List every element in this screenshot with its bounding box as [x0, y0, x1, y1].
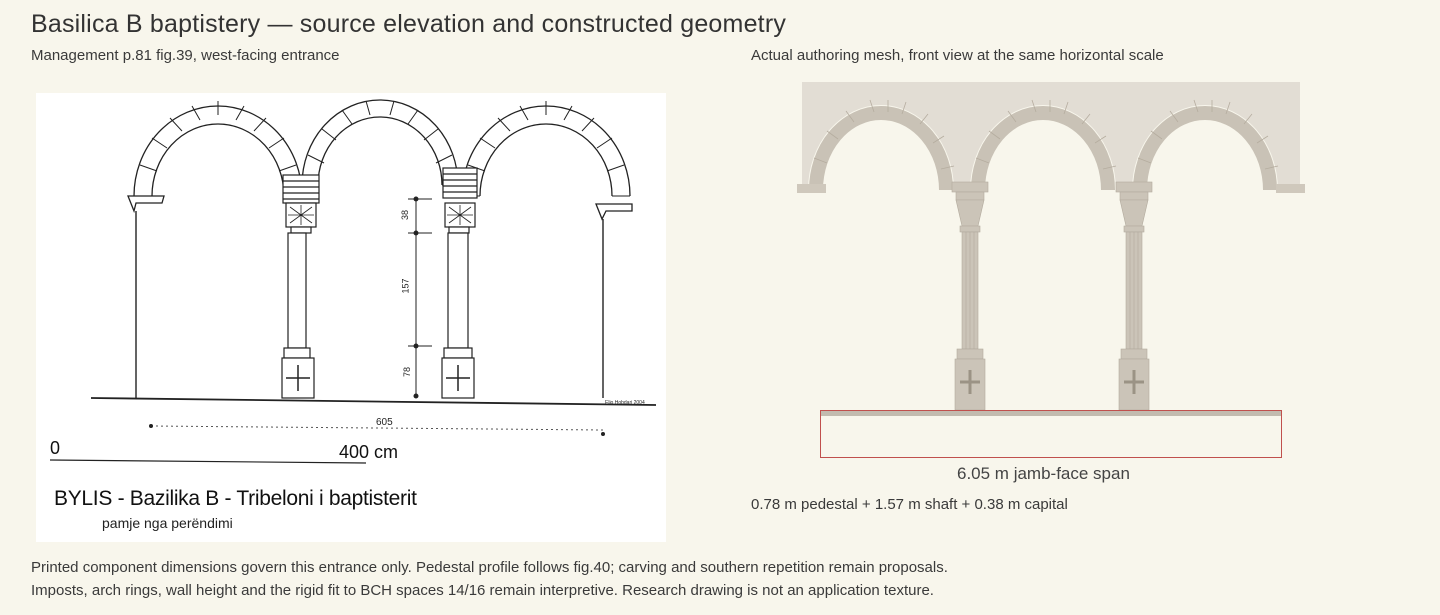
authoring-mesh-render: [790, 78, 1310, 463]
footer-note: [31, 556, 948, 602]
mesh-caption: Actual authoring mesh, front view at the same horizontal scale: [751, 47, 1164, 64]
imposts: [128, 196, 632, 219]
ground-line: [91, 398, 656, 405]
footer-line-1: Printed component dimensions govern this entrance only. Pedestal profile follows fig.40; carving and southern repetition remain proposals.: [31, 559, 948, 576]
column-left: [282, 175, 319, 398]
span-highlight-box: [821, 411, 1282, 458]
mesh-column-left: [952, 182, 988, 410]
column-right: [442, 168, 477, 398]
scale-end-label: 400 cm: [339, 442, 399, 462]
arcade-wall: [802, 82, 1300, 190]
dim-span-label: 605: [376, 417, 393, 428]
mesh-column-right: [1116, 182, 1152, 410]
arch-rings-mesh: [816, 113, 1270, 190]
page-title: Basilica B baptistery — source elevation and constructed geometry: [31, 10, 787, 38]
plate-title: BYLIS - Bazilika B - Tribeloni i baptisterit: [54, 487, 417, 510]
arch-rings: [134, 100, 630, 196]
voussoir-joints: [134, 101, 630, 196]
credit-label: Elio Hobdari 2004: [605, 400, 645, 406]
source-elevation-drawing: [36, 93, 666, 542]
source-caption: Management p.81 fig.39, west-facing entrance: [31, 47, 340, 64]
scale-zero-label: 0: [50, 438, 61, 458]
dim-capital-label: 38: [400, 209, 411, 221]
footer-line-2: Imposts, arch rings, wall height and the rigid fit to BCH spaces 14/16 remain interpretive. Research drawing is not an application texture.: [31, 582, 934, 599]
plate-subtitle: pamje nga perëndimi: [102, 515, 233, 531]
span-label: 6.05 m jamb-face span: [957, 464, 1130, 483]
impost-right: [1276, 184, 1305, 193]
impost-left: [797, 184, 826, 193]
component-dims-label: 0.78 m pedestal + 1.57 m shaft + 0.38 m capital: [751, 496, 1068, 513]
jamb-lines: [136, 211, 603, 398]
scale-bar: [50, 460, 366, 463]
dim-shaft-label: 157: [400, 278, 411, 294]
dim-pedestal-label: 78: [402, 366, 413, 378]
